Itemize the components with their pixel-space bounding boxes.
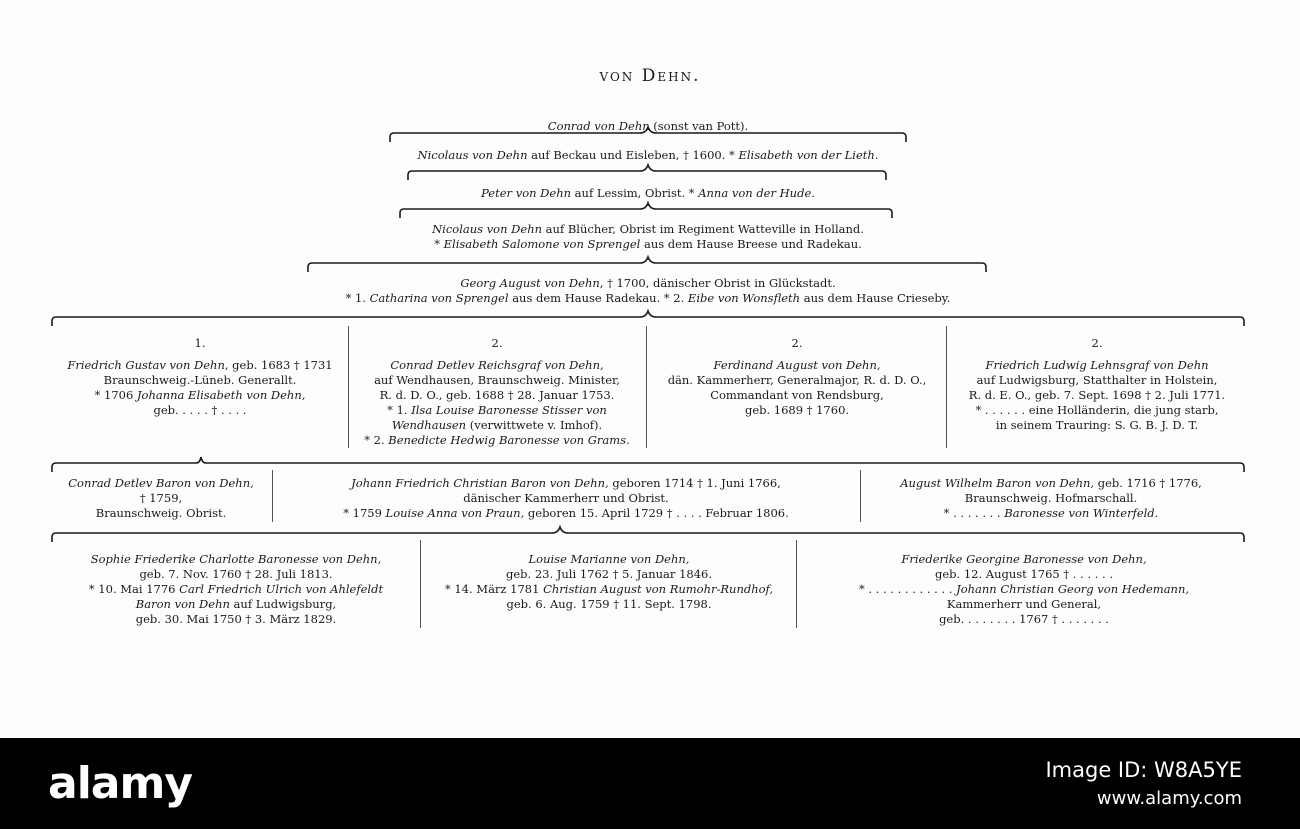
gen7-1-line3 — [89, 582, 383, 597]
gen5-1-marriage-mark: * 1706 — [94, 388, 137, 402]
gen7-1-line4 — [136, 597, 336, 612]
gen7-1-marriage-mark: * 10. Mai 1776 — [88, 582, 180, 596]
gen4-line2 — [346, 291, 951, 306]
gen7-3-spouse: Johann Christian Georg von Hedemann, — [956, 582, 1190, 596]
gen6-2-spouse: Louise Anna von Praun, — [385, 506, 525, 520]
gen5-3-line1 — [713, 358, 880, 373]
gen5-1-line3 — [95, 388, 306, 403]
gen5-2-marriage1-mark: * 1. — [387, 403, 412, 417]
gen5-2-marriage2-mark: * 2. — [364, 433, 389, 447]
gen7-3-line3 — [859, 582, 1189, 597]
gen4-name: Georg August von Dehn — [460, 276, 600, 290]
gen4-spouse2-house: aus dem Hause Crieseby. — [800, 291, 951, 305]
gen5-2-spouse2: Benedicte Hedwig Baronesse von Grams. — [388, 433, 630, 447]
gen5-4-line5: in seinem Trauring: S. G. B. J. D. T. — [995, 418, 1199, 432]
gen7-3-line5: geb. . . . . . . . 1767 † . . . . . . . — [939, 612, 1109, 626]
divider-gen5-1 — [348, 326, 349, 448]
gen1-rest: auf Beckau und Eisleben, † 1600. * — [527, 148, 739, 162]
gen5-1-line2: Braunschweig.-Lüneb. Generallt. — [103, 373, 297, 387]
gen7-3-name: Friederike Georgine Baronesse von Dehn, — [901, 552, 1147, 566]
divider-gen5-3 — [946, 326, 947, 448]
divider-gen7-2 — [796, 540, 797, 628]
gen7-2-marriage-mark: * 14. März 1781 — [444, 582, 544, 596]
gen2-rest: auf Lessim, Obrist. * — [571, 186, 699, 200]
gen7-2-line2: geb. 23. Juli 1762 † 5. Januar 1846. — [506, 567, 712, 581]
gen0-entry — [548, 119, 748, 134]
gen6-3-name: August Wilhelm Baron von Dehn, — [900, 476, 1095, 490]
gen2-entry — [481, 186, 815, 201]
gen4-line1 — [460, 276, 835, 291]
gen7-1-spouse: Carl Friedrich Ulrich von Ahlefeldt — [179, 582, 384, 596]
gen5-2-number: 2. — [491, 336, 503, 350]
gen6-2-spouse-dates: geboren 15. April 1729 † . . . . Februar 1806. — [524, 506, 789, 520]
gen6-2-line3 — [343, 506, 789, 521]
gen5-2-spouse1-cont: Wendhausen — [391, 418, 467, 432]
gen7-1-name: Sophie Friederike Charlotte Baronesse von Dehn, — [90, 552, 382, 566]
gen1-entry — [418, 148, 879, 163]
gen5-4-line2: auf Ludwigsburg, Statthalter in Holstein, — [976, 373, 1218, 387]
site-url: www.alamy.com — [1096, 788, 1242, 809]
gen7-3-line1 — [901, 552, 1146, 567]
page-title: von Dehn. — [599, 66, 701, 86]
gen6-1-line1 — [68, 476, 254, 491]
gen5-1-number: 1. — [194, 336, 206, 350]
gen5-4-line1 — [985, 358, 1208, 373]
gen7-2-spouse: Christian August von Rumohr-Rundhof, — [543, 582, 774, 596]
gen5-1-line1 — [67, 358, 332, 373]
gen7-2-line1 — [529, 552, 690, 567]
gen3-line2-rest: aus dem Hause Breese und Radekau. — [640, 237, 862, 251]
gen6-3-line1 — [900, 476, 1202, 491]
gen3-name: Nicolaus von Dehn — [432, 222, 543, 236]
gen5-3-line3: Commandant von Rendsburg, — [710, 388, 884, 402]
gen7-1-spouse-seat: auf Ludwigsburg, — [229, 597, 337, 611]
gen6-1-line3: Braunschweig. Obrist. — [95, 506, 227, 520]
gen6-2-marriage-mark: * 1759 — [343, 506, 386, 520]
gen3-spouse: Elisabeth Salomone von Sprengel — [443, 237, 641, 251]
gen4-spouse2: Eibe von Wonsfleth — [687, 291, 801, 305]
gen5-1-dates: , geb. 1683 † 1731 — [224, 358, 333, 372]
gen3-marriage-mark: * — [434, 237, 444, 251]
gen4-marriage2-mark: aus dem Hause Radekau. * 2. — [508, 291, 688, 305]
gen5-2-line3: R. d. D. O., geb. 1688 † 28. Januar 1753. — [379, 388, 615, 402]
gen5-2-line5 — [392, 418, 602, 433]
gen5-2-spouse1-note: (verwittwete v. Imhof). — [466, 418, 603, 432]
gen7-3-line2: geb. 12. August 1765 † . . . . . . — [935, 567, 1113, 581]
brace-gen4 — [308, 257, 986, 272]
divider-gen6-1 — [272, 470, 273, 522]
gen5-3-number: 2. — [791, 336, 803, 350]
divider-gen6-2 — [860, 470, 861, 522]
gen5-3-line2: dän. Kammerherr, Generalmajor, R. d. D. O., — [667, 373, 927, 387]
gen5-2-name: Conrad Detlev Reichsgraf von Dehn, — [390, 358, 604, 372]
gen5-4-number: 2. — [1091, 336, 1103, 350]
gen5-2-line1 — [390, 358, 603, 373]
gen7-1-line5: geb. 30. Mai 1750 † 3. März 1829. — [135, 612, 337, 626]
gen6-2-dates: geboren 1714 † 1. Juni 1766, — [608, 476, 781, 490]
gen5-2-line4 — [387, 403, 607, 418]
brace-gen2 — [408, 165, 886, 180]
gen3-rest: auf Blücher, Obrist im Regiment Watteville in Holland. — [542, 222, 864, 236]
gen7-1-spouse-cont: Baron von Dehn — [135, 597, 230, 611]
gen7-3-line4: Kammerherr und General, — [946, 597, 1102, 611]
gen2-spouse: Anna von der Hude. — [698, 186, 815, 200]
gen6-2-name: Johann Friedrich Christian Baron von Dehn, — [351, 476, 609, 490]
gen5-4-line3: R. d. E. O., geb. 7. Sept. 1698 † 2. Juli 1771. — [968, 388, 1226, 402]
gen7-1-line2: geb. 7. Nov. 1760 † 28. Juli 1813. — [139, 567, 333, 581]
gen6-3-dates: geb. 1716 † 1776, — [1094, 476, 1202, 490]
gen6-1-line2: † 1759, — [139, 491, 183, 505]
gen1-name: Nicolaus von Dehn — [417, 148, 528, 162]
gen5-2-spouse1: Ilsa Louise Baronesse Stisser von — [411, 403, 607, 417]
gen6-3-marriage-mark: * . . . . . . . — [943, 506, 1005, 520]
gen5-3-name: Ferdinand August von Dehn, — [713, 358, 881, 372]
watermark-footer — [0, 738, 1300, 829]
gen5-2-line2: auf Wendhausen, Braunschweig. Minister, — [374, 373, 620, 387]
brace-gen7 — [52, 527, 1244, 542]
gen7-1-line1 — [91, 552, 382, 567]
gen6-2-line2: dänischer Kammerherr und Obrist. — [463, 491, 669, 505]
divider-gen5-2 — [646, 326, 647, 448]
gen7-2-line3 — [445, 582, 773, 597]
alamy-logo: alamy — [48, 758, 192, 809]
gen6-3-line2: Braunschweig. Hofmarschall. — [964, 491, 1138, 505]
gen5-2-line6 — [364, 433, 630, 448]
gen3-line1 — [432, 222, 864, 237]
brace-gen5 — [52, 311, 1244, 326]
brace-gen6 — [52, 457, 1244, 472]
gen3-line2 — [434, 237, 862, 252]
gen1-spouse: Elisabeth von der Lieth. — [738, 148, 879, 162]
gen5-1-line4: geb. . . . . † . . . . — [153, 403, 247, 417]
gen6-3-spouse: Baronesse von Winterfeld. — [1004, 506, 1159, 520]
image-id-label: Image ID: W8A5YE — [1045, 758, 1242, 782]
gen5-1-name: Friedrich Gustav von Dehn — [67, 358, 225, 372]
gen7-2-line4: geb. 6. Aug. 1759 † 11. Sept. 1798. — [506, 597, 712, 611]
gen0-name: Conrad von Dehn — [547, 119, 650, 133]
divider-gen7-1 — [420, 540, 421, 628]
gen7-3-marriage-mark: * . . . . . . . . . . . . — [858, 582, 957, 596]
gen4-spouse1: Catharina von Sprengel — [369, 291, 509, 305]
gen2-name: Peter von Dehn — [481, 186, 572, 200]
gen4-marriage1-mark: * 1. — [345, 291, 370, 305]
gen5-3-line4: geb. 1689 † 1760. — [744, 403, 850, 417]
gen5-4-line4: * . . . . . . eine Holländerin, die jung starb, — [975, 403, 1219, 417]
brace-gen3 — [400, 203, 892, 218]
gen5-4-name: Friedrich Ludwig Lehnsgraf von Dehn — [985, 358, 1209, 372]
gen4-rest: , † 1700, dänischer Obrist in Glückstadt. — [599, 276, 836, 290]
gen6-1-name: Conrad Detlev Baron von Dehn, — [68, 476, 254, 490]
gen0-rest: (sonst van Pott). — [649, 119, 749, 133]
gen6-2-line1 — [351, 476, 781, 491]
gen5-1-spouse: Johanna Elisabeth von Dehn, — [136, 388, 306, 402]
gen6-3-line3 — [944, 506, 1159, 521]
gen7-2-name: Louise Marianne von Dehn, — [528, 552, 690, 566]
